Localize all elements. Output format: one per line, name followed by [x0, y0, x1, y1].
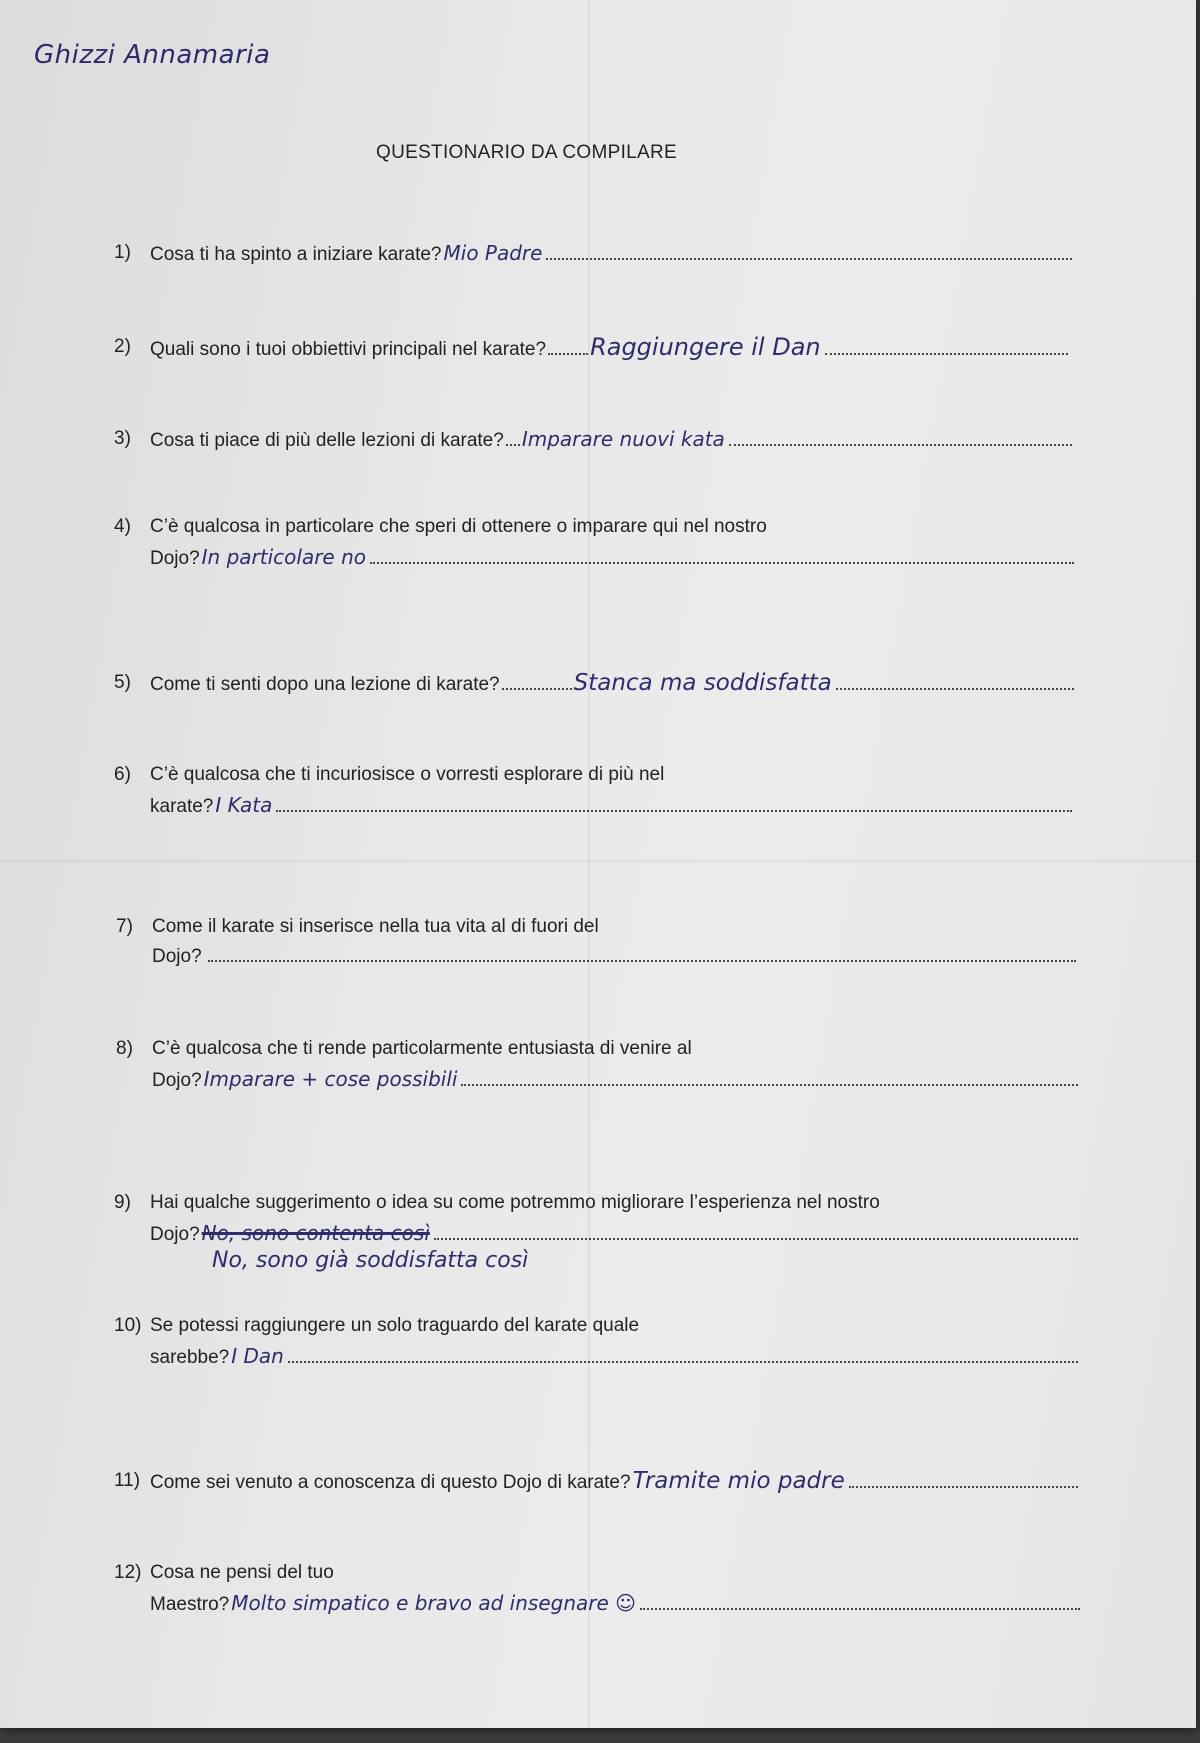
question-number: 7)	[116, 916, 133, 937]
question-text: Come ti senti dopo una lezione di karate?	[150, 674, 500, 695]
question-text-continued: Maestro?	[150, 1594, 230, 1615]
question-text: Cosa ti ha spinto a iniziare karate?	[150, 244, 442, 265]
answer-field[interactable]: Molto simpatico e bravo ad insegnare ☺	[231, 1591, 636, 1615]
question-number: 1)	[114, 242, 131, 263]
dotted-line	[502, 682, 572, 690]
question-text: Se potessi raggiungere un solo traguardo del karate quale	[150, 1315, 640, 1336]
crossed-out-answer: No, sono contenta così	[201, 1221, 430, 1245]
question-text-continued: Dojo?	[152, 946, 202, 967]
dotted-line	[849, 1480, 1078, 1488]
answer-field[interactable]: In particolare no	[201, 545, 367, 569]
question-text: Quali sono i tuoi obbiettivi principali nel karate?	[150, 339, 547, 360]
dotted-line	[546, 252, 1072, 260]
question-text-continued: Dojo?	[150, 548, 200, 569]
answer-field[interactable]: Imparare nuovi kata	[521, 427, 725, 451]
answer-field[interactable]: I Dan	[231, 1344, 284, 1368]
question-text: Cosa ti piace di più delle lezioni di karate?	[150, 430, 504, 451]
question-number: 10)	[114, 1315, 142, 1336]
answer-field[interactable]: No, sono già soddisfatta così	[212, 1248, 529, 1273]
dotted-line	[208, 954, 1076, 962]
dotted-line	[836, 682, 1074, 690]
question-text: Come sei venuto a conoscenza di questo Dojo di karate?	[150, 1472, 631, 1493]
dotted-line	[548, 347, 588, 355]
dotted-line	[506, 438, 520, 446]
dotted-line	[825, 347, 1068, 355]
question-number: 5)	[114, 672, 131, 693]
question-text: C’è qualcosa che ti rende particolarmente entusiasta di venire al	[152, 1038, 692, 1059]
question-number: 8)	[116, 1038, 133, 1059]
question-text-continued: karate?	[150, 796, 214, 817]
answer-field[interactable]: Mio Padre	[443, 241, 543, 265]
dotted-line	[288, 1355, 1078, 1363]
paper-fold-horizontal	[0, 860, 1196, 862]
question-number: 2)	[114, 336, 131, 357]
question-text-continued: Dojo?	[150, 1224, 200, 1245]
dotted-line	[370, 556, 1074, 564]
page-title: QUESTIONARIO DA COMPILARE	[376, 142, 677, 163]
answer-field[interactable]: Tramite mio padre	[632, 1468, 845, 1494]
question-text-continued: Dojo?	[152, 1070, 202, 1091]
dotted-line	[276, 804, 1072, 812]
question-text: C’è qualcosa che ti incuriosisce o vorresti esplorare di più nel	[150, 764, 665, 785]
dotted-line	[461, 1078, 1078, 1086]
answer-field[interactable]: Stanca ma soddisfatta	[573, 670, 832, 696]
question-text: C’è qualcosa in particolare che speri di ottenere o imparare qui nel nostro	[150, 516, 767, 537]
dotted-line	[729, 438, 1072, 446]
question-number: 6)	[114, 764, 131, 785]
question-text-continued: sarebbe?	[150, 1347, 230, 1368]
answer-field[interactable]: Imparare + cose possibili	[203, 1067, 458, 1091]
student-name: Ghizzi Annamaria	[34, 40, 271, 70]
answer-field[interactable]: I Kata	[215, 793, 273, 817]
dotted-line	[640, 1602, 1080, 1610]
question-text: Come il karate si inserisce nella tua vita al di fuori del	[152, 916, 599, 937]
question-text: Hai qualche suggerimento o idea su come potremmo migliorare l’esperienza nel nostro	[150, 1192, 880, 1213]
question-number: 9)	[114, 1192, 131, 1213]
question-number: 12)	[114, 1562, 142, 1583]
dotted-line	[434, 1232, 1078, 1240]
question-number: 3)	[114, 428, 131, 449]
question-text: Cosa ne pensi del tuo	[150, 1562, 334, 1583]
question-number: 11)	[114, 1470, 141, 1491]
answer-field[interactable]: Raggiungere il Dan	[590, 333, 821, 361]
question-number: 4)	[114, 516, 131, 537]
